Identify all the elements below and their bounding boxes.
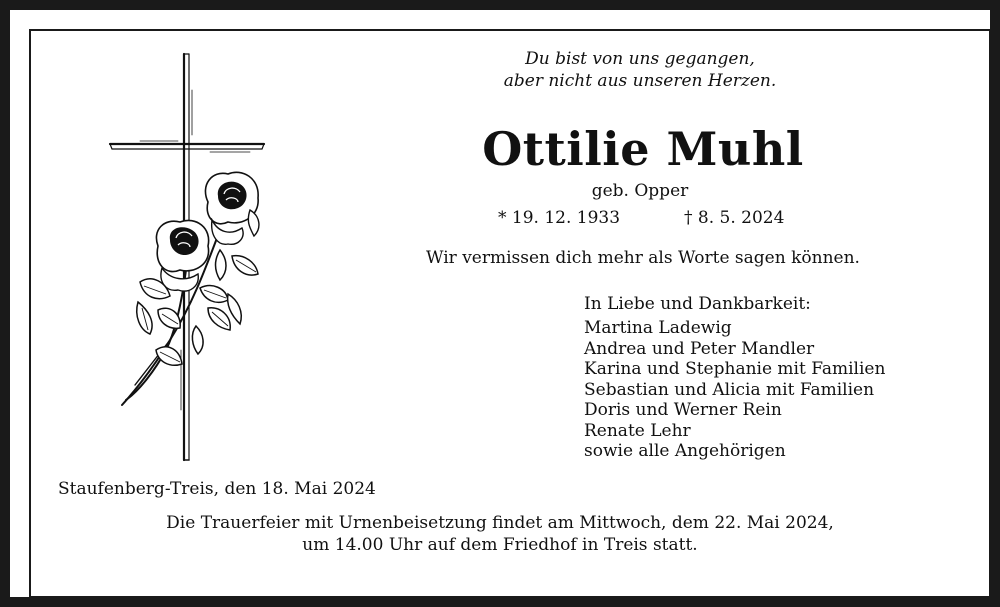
quote-line-1: Du bist von uns gegangen, — [525, 49, 755, 69]
born-name: geb. Opper — [591, 181, 689, 201]
mourner-entry: Andrea und Peter Mandler — [584, 338, 815, 359]
mourner-entry: Martina Ladewig — [584, 318, 732, 338]
mourner-entry: Doris und Werner Rein — [584, 400, 782, 420]
ceremony-line-1: Die Trauerfeier mit Urnenbeisetzung findet am Mittwoch, dem 22. Mai 2024, — [166, 513, 834, 533]
mourners-list — [584, 293, 885, 462]
funeral-ceremony-info — [100, 512, 900, 556]
mourner-entry: sowie alle Angehörigen — [584, 441, 786, 461]
deceased-name: Ottilie Muhl — [482, 122, 804, 176]
place-and-date: Staufenberg-Treis, den 18. Mai 2024 — [58, 479, 376, 499]
mourners-heading: In Liebe und Dankbarkeit: — [584, 294, 811, 314]
death-date: † 8. 5. 2024 — [684, 208, 785, 228]
quote-line-2: aber nicht aus unseren Herzen. — [503, 71, 777, 91]
cross-with-roses-icon — [100, 50, 270, 465]
mourner-entry: Renate Lehr — [584, 420, 691, 441]
mourner-entry: Sebastian und Alicia mit Familien — [584, 379, 875, 400]
birth-date: * 19. 12. 1933 — [498, 208, 621, 228]
ceremony-line-2: um 14.00 Uhr auf dem Friedhof in Treis statt. — [302, 535, 698, 555]
mourner-entry: Karina und Stephanie mit Familien — [584, 359, 886, 379]
epitaph-quote — [440, 48, 840, 92]
memorial-message: Wir vermissen dich mehr als Worte sagen können. — [426, 248, 860, 268]
